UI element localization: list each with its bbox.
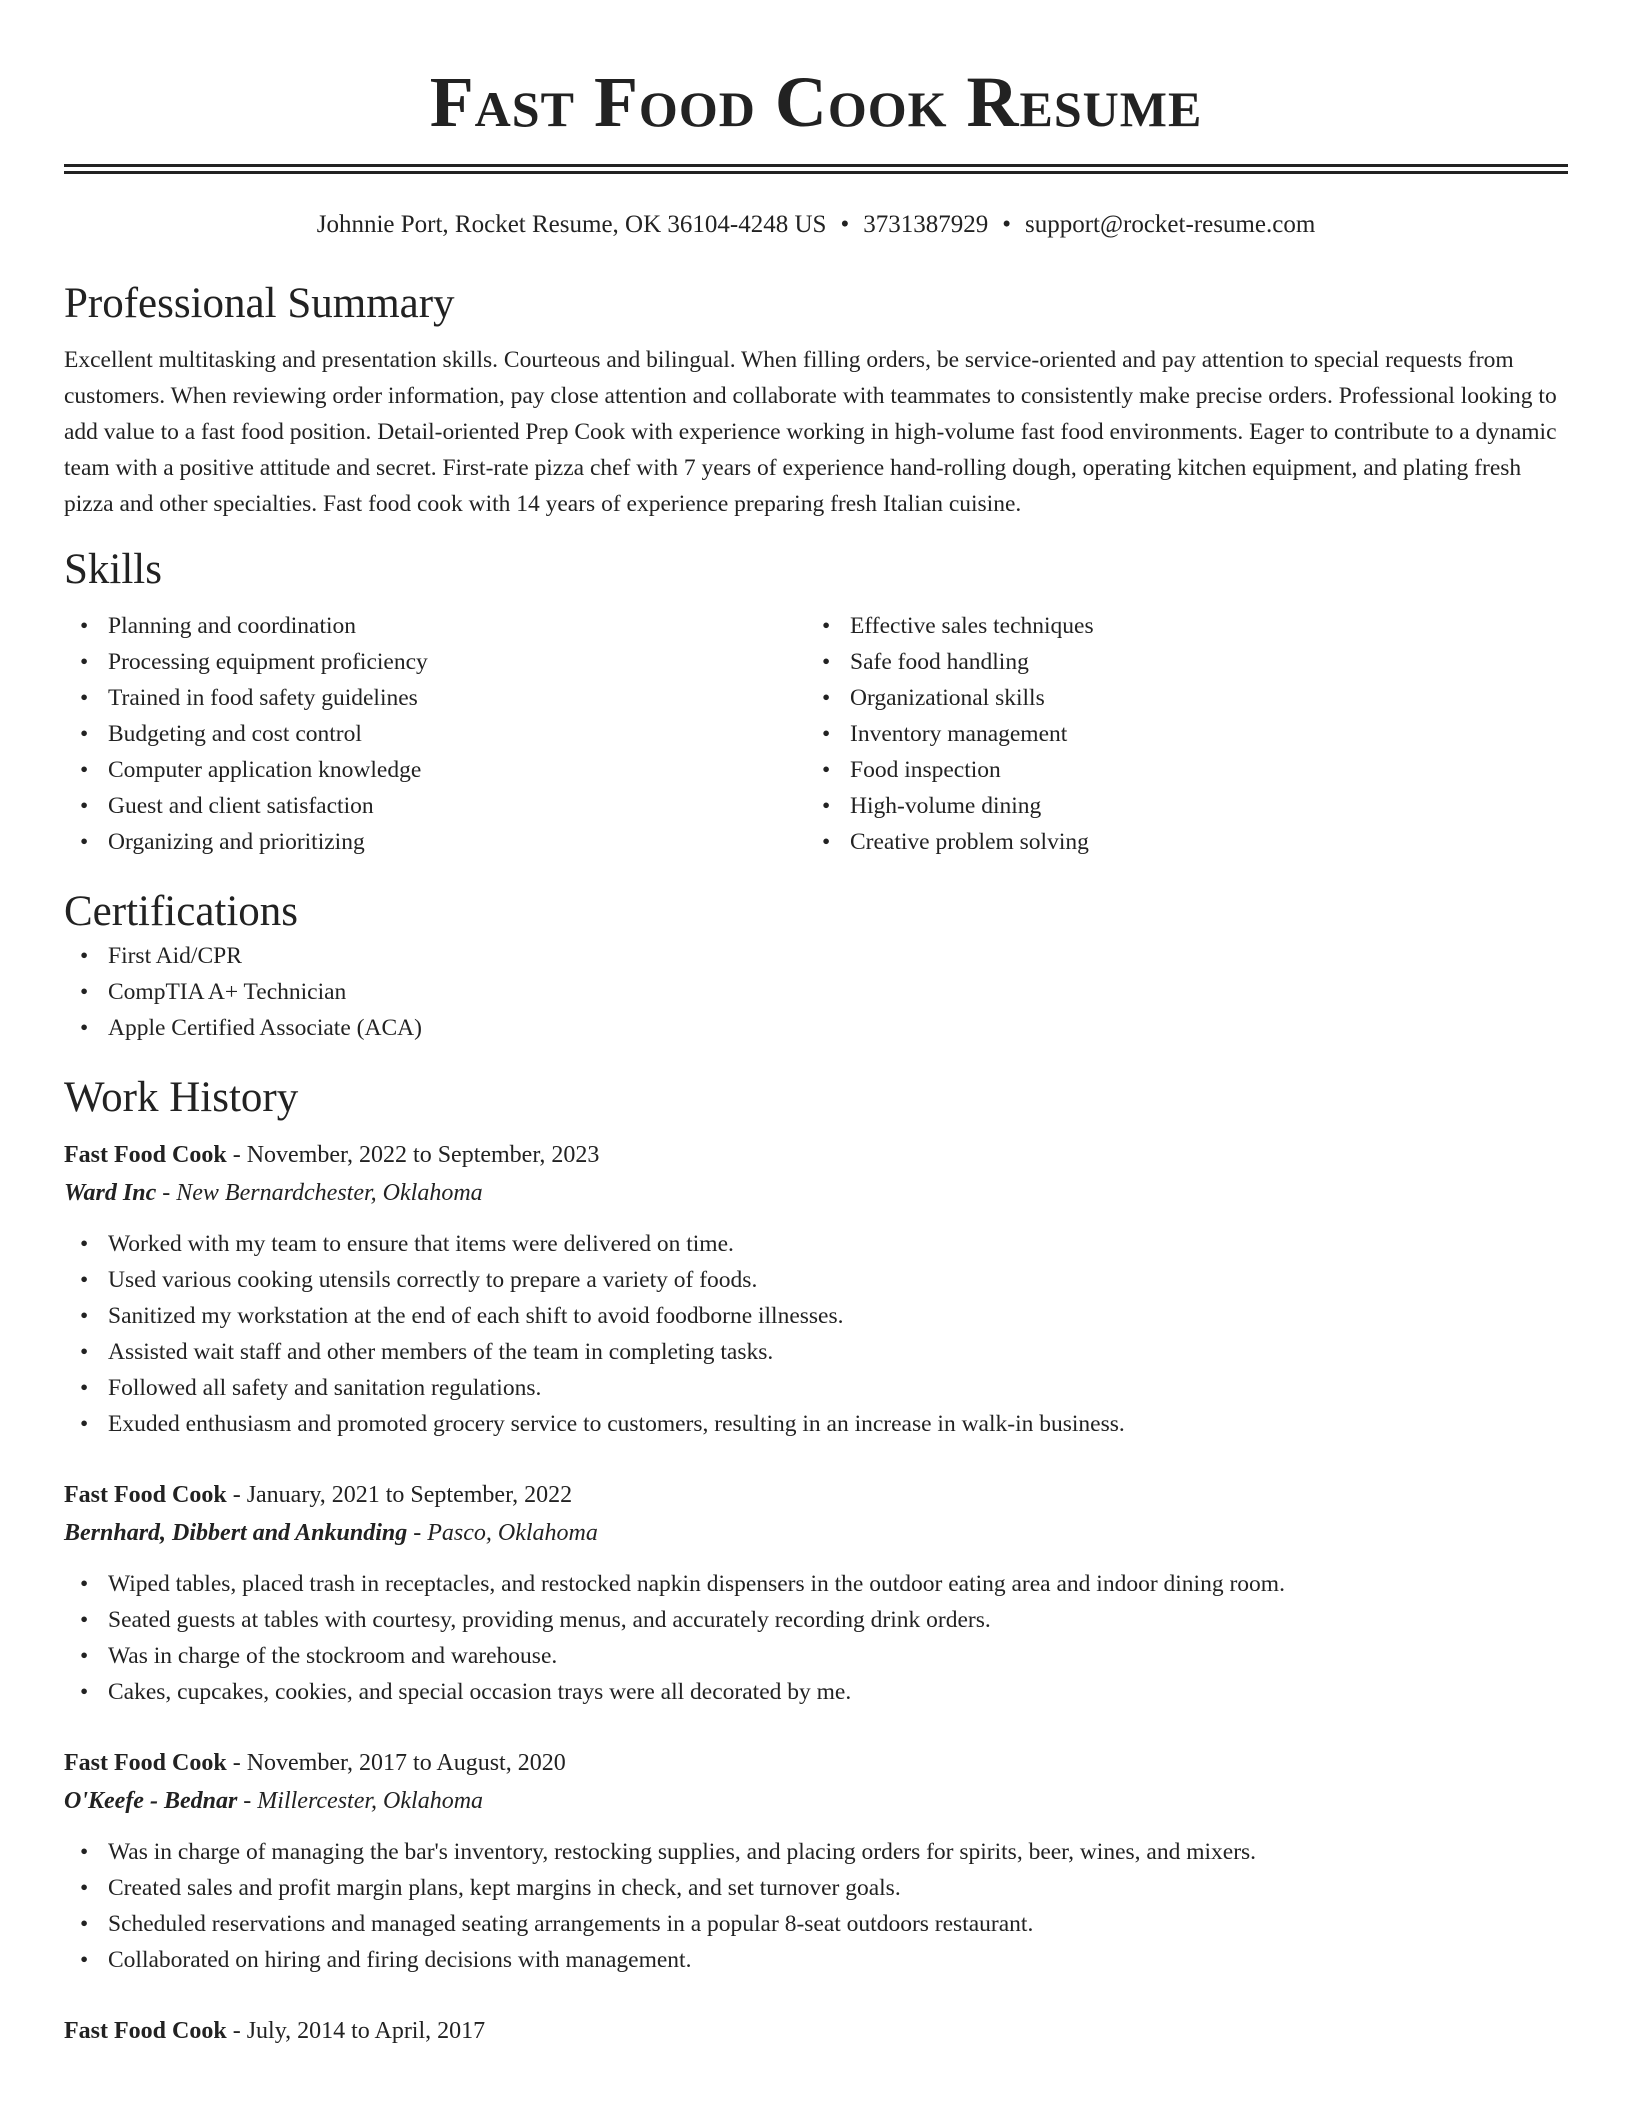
job-duty-text: Exuded enthusiasm and promoted grocery service to customers, resulting in an increase in walk-in business. [108, 1411, 1125, 1437]
job-duty-text: Assisted wait staff and other members of the team in completing tasks. [108, 1339, 774, 1365]
skill-label: Organizational skills [850, 685, 1045, 711]
job-duty-item [64, 1906, 1568, 1942]
job-duty-text: Worked with my team to ensure that items were delivered on time. [108, 1231, 734, 1257]
job-dates: November, 2017 to August, 2020 [246, 1750, 566, 1776]
job-duty-item [64, 1674, 1568, 1710]
certifications-list [64, 938, 1568, 1046]
bullet-icon: • [80, 1571, 89, 1597]
job-title-line [64, 1136, 1568, 1174]
certification-item [64, 938, 1568, 974]
skill-label: Creative problem solving [850, 829, 1089, 855]
job-dash: - [226, 1750, 247, 1776]
job-duty-item [64, 1834, 1568, 1870]
certifications-heading: Certifications [64, 888, 299, 935]
job-duty-text: Was in charge of managing the bar's inventory, restocking supplies, and placing orders for spirits, beer, wines, and mixers. [108, 1839, 1257, 1865]
bullet-icon: • [80, 721, 89, 747]
bullet-icon: • [80, 1607, 89, 1633]
skill-item [806, 644, 1548, 680]
bullet-icon: • [822, 793, 831, 819]
bullet-icon: • [80, 1911, 89, 1937]
job-entry [64, 1744, 1568, 1978]
job-company-line [64, 1782, 1568, 1820]
job-role: Fast Food Cook [64, 1482, 227, 1508]
work-history-heading: Work History [64, 1074, 299, 1121]
bullet-icon: • [80, 1839, 89, 1865]
bullet-icon: • [80, 1643, 89, 1669]
skill-label: Safe food handling [850, 649, 1029, 675]
contact-separator: • [1002, 211, 1011, 238]
job-dash: - [226, 1142, 247, 1168]
skill-item [806, 680, 1548, 716]
bullet-icon: • [80, 829, 89, 855]
skill-label: Processing equipment proficiency [108, 649, 428, 675]
job-entry [64, 1136, 1568, 1442]
skills-grid [64, 608, 1568, 860]
job-duty-item [64, 1942, 1568, 1978]
bullet-icon: • [822, 649, 831, 675]
skill-item [806, 752, 1548, 788]
job-dates: January, 2021 to September, 2022 [246, 1482, 573, 1508]
skills-section [64, 544, 1568, 860]
job-duty-item [64, 1602, 1568, 1638]
job-company: O'Keefe - Bednar [64, 1788, 238, 1814]
bullet-icon: • [80, 1947, 89, 1973]
job-duty-text: Cakes, cupcakes, cookies, and special occasion trays were all decorated by me. [108, 1679, 852, 1705]
job-duties-list [64, 1834, 1568, 1978]
skill-item [64, 644, 806, 680]
certification-label: Apple Certified Associate (ACA) [108, 1015, 422, 1041]
job-duty-text: Sanitized my workstation at the end of each shift to avoid foodborne illnesses. [108, 1303, 844, 1329]
bullet-icon: • [80, 1231, 89, 1257]
job-dash: - [407, 1520, 428, 1546]
bullet-icon: • [80, 793, 89, 819]
bullet-icon: • [80, 979, 89, 1005]
bullet-icon: • [822, 613, 831, 639]
contact-phone: 3731387929 [863, 211, 989, 238]
job-duty-item [64, 1566, 1568, 1602]
job-duty-item [64, 1334, 1568, 1370]
skill-label: Effective sales techniques [850, 613, 1094, 639]
skill-item [64, 680, 806, 716]
certification-item [64, 1010, 1568, 1046]
skill-item [806, 608, 1548, 644]
bullet-icon: • [80, 1267, 89, 1293]
skill-item [806, 716, 1548, 752]
job-dash: - [226, 1482, 247, 1508]
job-duty-text: Was in charge of the stockroom and warehouse. [108, 1643, 558, 1669]
contact-separator: • [840, 211, 850, 238]
job-duty-text: Used various cooking utensils correctly to prepare a variety of foods. [108, 1267, 758, 1293]
job-location: Pasco, Oklahoma [427, 1520, 598, 1546]
job-location: Millercester, Oklahoma [257, 1788, 484, 1814]
job-duty-item [64, 1406, 1568, 1442]
bullet-icon: • [80, 1015, 89, 1041]
job-entry [64, 1476, 1568, 1710]
bullet-icon: • [822, 757, 831, 783]
professional-summary-heading: Professional Summary [64, 280, 455, 327]
job-entry [64, 2012, 1568, 2050]
job-title-line [64, 1476, 1568, 1514]
skill-item [64, 788, 806, 824]
job-duty-text: Collaborated on hiring and firing decisions with management. [108, 1947, 692, 1973]
skill-label: Inventory management [850, 721, 1068, 747]
skill-label: Planning and coordination [108, 613, 357, 639]
job-company-line [64, 1514, 1568, 1552]
job-dash: - [156, 1180, 177, 1206]
work-history-section [64, 1072, 1568, 2050]
bullet-icon: • [80, 613, 89, 639]
bullet-icon: • [80, 1875, 89, 1901]
job-dash: - [226, 2018, 247, 2044]
job-duty-text: Created sales and profit margin plans, kept margins in check, and set turnover goals. [108, 1875, 901, 1901]
skill-item [64, 716, 806, 752]
job-duty-item [64, 1870, 1568, 1906]
skill-label: Food inspection [850, 757, 1001, 783]
job-company: Ward Inc [64, 1180, 157, 1206]
certifications-section [64, 886, 1568, 1046]
bullet-icon: • [80, 1339, 89, 1365]
skill-label: Trained in food safety guidelines [108, 685, 418, 711]
job-duties-list [64, 1566, 1568, 1710]
bullet-icon: • [80, 1411, 89, 1437]
skills-heading: Skills [64, 546, 162, 593]
bullet-icon: • [80, 1303, 89, 1329]
job-duty-text: Followed all safety and sanitation regulations. [108, 1375, 542, 1401]
skill-item [64, 824, 806, 860]
contact-line [64, 208, 1568, 242]
bullet-icon: • [80, 757, 89, 783]
skill-label: High-volume dining [850, 793, 1042, 819]
professional-summary-text: Excellent multitasking and presentation skills. Courteous and bilingual. When filling orders, be service-oriented and pay attention to special requests from customers. When reviewing order information, pay close attention and collaborate with teammates to consistently make precise orders. Professional looking to add value to a fast food position. Detail-oriented Prep Cook with experience working in high-volume fast food environments. Eager to contribute to a dynamic team with a positive attitude and secret. First-rate pizza chef with 7 years of experience hand-rolling dough, operating kitchen equipment, and plating fresh pizza and other specialties. Fast food cook with 14 years of experience preparing fresh Italian cuisine. [64, 347, 1557, 517]
professional-summary-section [64, 278, 1568, 522]
skill-label: Guest and client satisfaction [108, 793, 374, 819]
job-duty-text: Seated guests at tables with courtesy, providing menus, and accurately recording drink orders. [108, 1607, 991, 1633]
bullet-icon: • [822, 721, 831, 747]
skills-list-right [806, 608, 1548, 860]
job-company: Bernhard, Dibbert and Ankunding [64, 1520, 408, 1546]
certification-label: First Aid/CPR [108, 943, 242, 969]
bullet-icon: • [80, 1375, 89, 1401]
job-location: New Bernardchester, Oklahoma [176, 1180, 483, 1206]
job-role: Fast Food Cook [64, 1750, 227, 1776]
bullet-icon: • [80, 943, 89, 969]
skill-label: Organizing and prioritizing [108, 829, 365, 855]
bullet-icon: • [822, 829, 831, 855]
resume-page [64, 0, 1568, 2050]
job-title-line [64, 1744, 1568, 1782]
job-role: Fast Food Cook [64, 1142, 227, 1168]
skill-label: Computer application knowledge [108, 757, 422, 783]
job-duty-item [64, 1370, 1568, 1406]
certification-label: CompTIA A+ Technician [108, 979, 347, 1005]
job-role: Fast Food Cook [64, 2018, 227, 2044]
bullet-icon: • [80, 649, 89, 675]
resume-title: Fast Food Cook Resume [429, 62, 1203, 142]
skill-label: Budgeting and cost control [108, 721, 362, 747]
job-duty-item [64, 1262, 1568, 1298]
job-dash: - [237, 1788, 258, 1814]
skill-item [806, 788, 1548, 824]
job-duty-item [64, 1638, 1568, 1674]
bullet-icon: • [80, 1679, 89, 1705]
job-duty-text: Wiped tables, placed trash in receptacles, and restocked napkin dispensers in the outdoor eating area and indoor dining room. [108, 1571, 1285, 1597]
bullet-icon: • [822, 685, 831, 711]
contact-address: Johnnie Port, Rocket Resume, OK 36104-4248 US [316, 211, 827, 238]
skill-item [64, 608, 806, 644]
job-title-line [64, 2012, 1568, 2050]
job-duty-text: Scheduled reservations and managed seating arrangements in a popular 8-seat outdoors restaurant. [108, 1911, 1034, 1937]
contact-email: support@rocket-resume.com [1024, 211, 1316, 238]
title-double-rule [64, 164, 1568, 174]
job-duty-item [64, 1226, 1568, 1262]
job-company-line [64, 1174, 1568, 1212]
certification-item [64, 974, 1568, 1010]
skill-item [806, 824, 1548, 860]
job-dates: July, 2014 to April, 2017 [246, 2018, 486, 2044]
skills-list-left [64, 608, 806, 860]
bullet-icon: • [80, 685, 89, 711]
job-duty-item [64, 1298, 1568, 1334]
job-dates: November, 2022 to September, 2023 [246, 1142, 600, 1168]
skill-item [64, 752, 806, 788]
job-duties-list [64, 1226, 1568, 1442]
